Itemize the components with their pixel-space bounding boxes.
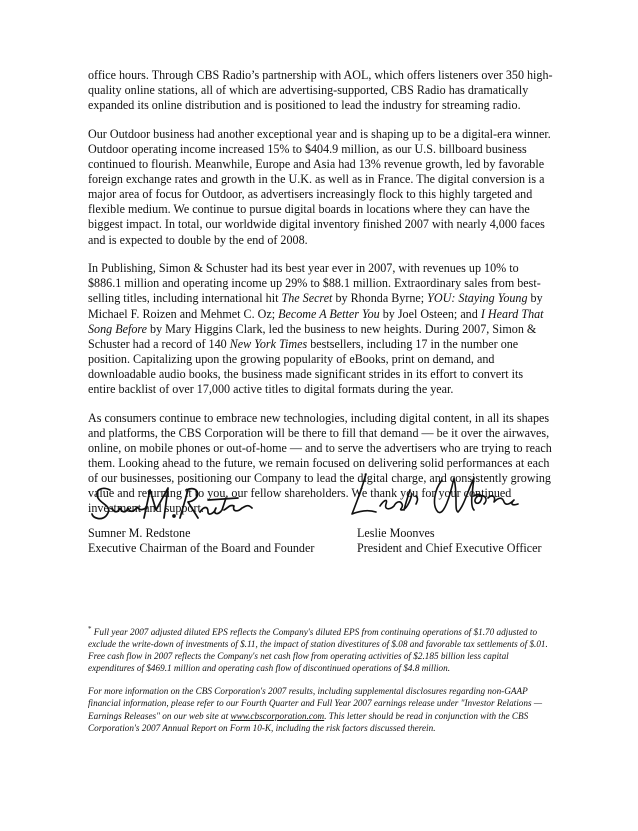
italic-title: The Secret <box>281 291 333 306</box>
moonves-title: President and Chief Executive Officer <box>357 541 542 556</box>
moonves-signature-block <box>357 526 541 556</box>
redstone-name: Sumner M. Redstone <box>88 526 191 540</box>
text-run: bestsellers, including 17 in the number one position. Capitalizing upon the growing popularity of eBooks, print on demand, and downloadable audio books, the business made significant strides in its effort to convert its entire backlist of over 17,000 active titles to digital formats during the year. <box>88 336 524 396</box>
text-run: Our Outdoor business had another exceptional year and is shaping up to be a digital-era winner. Outdoor operating income increased 15% to $404.9 million, as our U.S. billboard business continued to flourish. Meanwhile, Europe and Asia had 13% revenue growth, led by favorable foreign exchange rates and growth in the U.K. as well as in France. The digital conversion is a major area of focus for Outdoor, as advertisers increasingly flock to this highly targeted and flexible medium. We continue to pursue digital boards in locations where they can have the biggest impact. In total, our worldwide digital inventory finished 2007 with nearly 4,000 faces and is expected to double by the end of 2008. <box>88 126 551 247</box>
footnotes <box>88 626 554 745</box>
text-run: office hours. Through CBS Radio’s partnership with AOL, which offers listeners over 350 high-quality online stations, all of which are advertising-supported, CBS Radio has dramatically expanded its online distribution and is positioned to lead the industry for streaming radio. <box>88 68 553 113</box>
text-run: As consumers continue to embrace new technologies, including digital content, in all its shapes and platforms, the CBS Corporation will be there to fill that demand — be it over the airwaves, online, on mobile phones or out-of-home — and to serve the advertisers who are trying to reach them. Looking ahead to the future, we remain focused on delivering solid performances at each of our businesses, positioning our Company to lead the digital charge, and consistently growing value and returning it to you, our fellow shareholders. We thank you for your continued investment and support. <box>88 410 552 516</box>
paragraph-radio <box>88 68 553 113</box>
letter-body <box>88 68 553 516</box>
paragraph-outdoor <box>88 127 553 248</box>
text-run: by Joel Osteen; and <box>379 306 481 321</box>
text-run: by Michael F. Roizen and Mehmet C. Oz; <box>88 291 543 321</box>
eps-footnote <box>88 626 554 674</box>
more-information-note <box>88 685 554 733</box>
text-run: by Mary Higgins Clark, led the business to new heights. During 2007, Simon & Schuster had a record of 140 <box>88 321 537 351</box>
text-run: In Publishing, Simon & Schuster had its best year ever in 2007, with revenues up 10% to $886.1 million and operating income up 29% to $88.1 million. Extraordinary sales from best-selling titles, including international hit <box>88 261 541 306</box>
redstone-signature <box>88 478 268 528</box>
cbs-website-link[interactable]: www.cbscorporation.com <box>230 710 325 721</box>
redstone-title: Executive Chairman of the Board and Founder <box>88 541 315 556</box>
moonves-name: Leslie Moonves <box>357 526 435 540</box>
redstone-signature-block <box>88 526 314 556</box>
info-text-after: . This letter should be read in conjunction with the CBS Corporation's 2007 Annual Report on Form 10-K, including the risk factors discussed therein. <box>88 710 529 733</box>
italic-title: I Heard That Song Before <box>88 306 544 336</box>
paragraph-publishing <box>88 261 553 397</box>
italic-title: YOU: Staying Young <box>427 291 528 306</box>
italic-title: Become A Better You <box>278 306 380 321</box>
footnote-marker: * <box>88 625 92 633</box>
moonves-signature <box>346 466 546 526</box>
info-text-before: For more information on the CBS Corporation's 2007 results, including supplemental disclosures regarding non-GAAP financial information, please refer to our Fourth Quarter and Full Year 2007 earnings release under "Investor Relations — Earnings Releases" on our web site at <box>88 686 543 721</box>
italic-title: New York Times <box>229 336 308 351</box>
text-run: by Rhonda Byrne; <box>332 291 428 306</box>
eps-footnote-text: Full year 2007 adjusted diluted EPS reflects the Company's diluted EPS from continuing operations of $1.70 adjusted to exclude the write-down of investments of $.11, the impact of station divestitures of $.08 and favorable tax settlements of $.01. Free cash flow in 2007 reflects the Company's net cash flow from operating activities of $2.185 billion less capital expenditures of $469.1 million and operating cash flow of discontinued operations of $4.8 million. <box>88 627 548 674</box>
